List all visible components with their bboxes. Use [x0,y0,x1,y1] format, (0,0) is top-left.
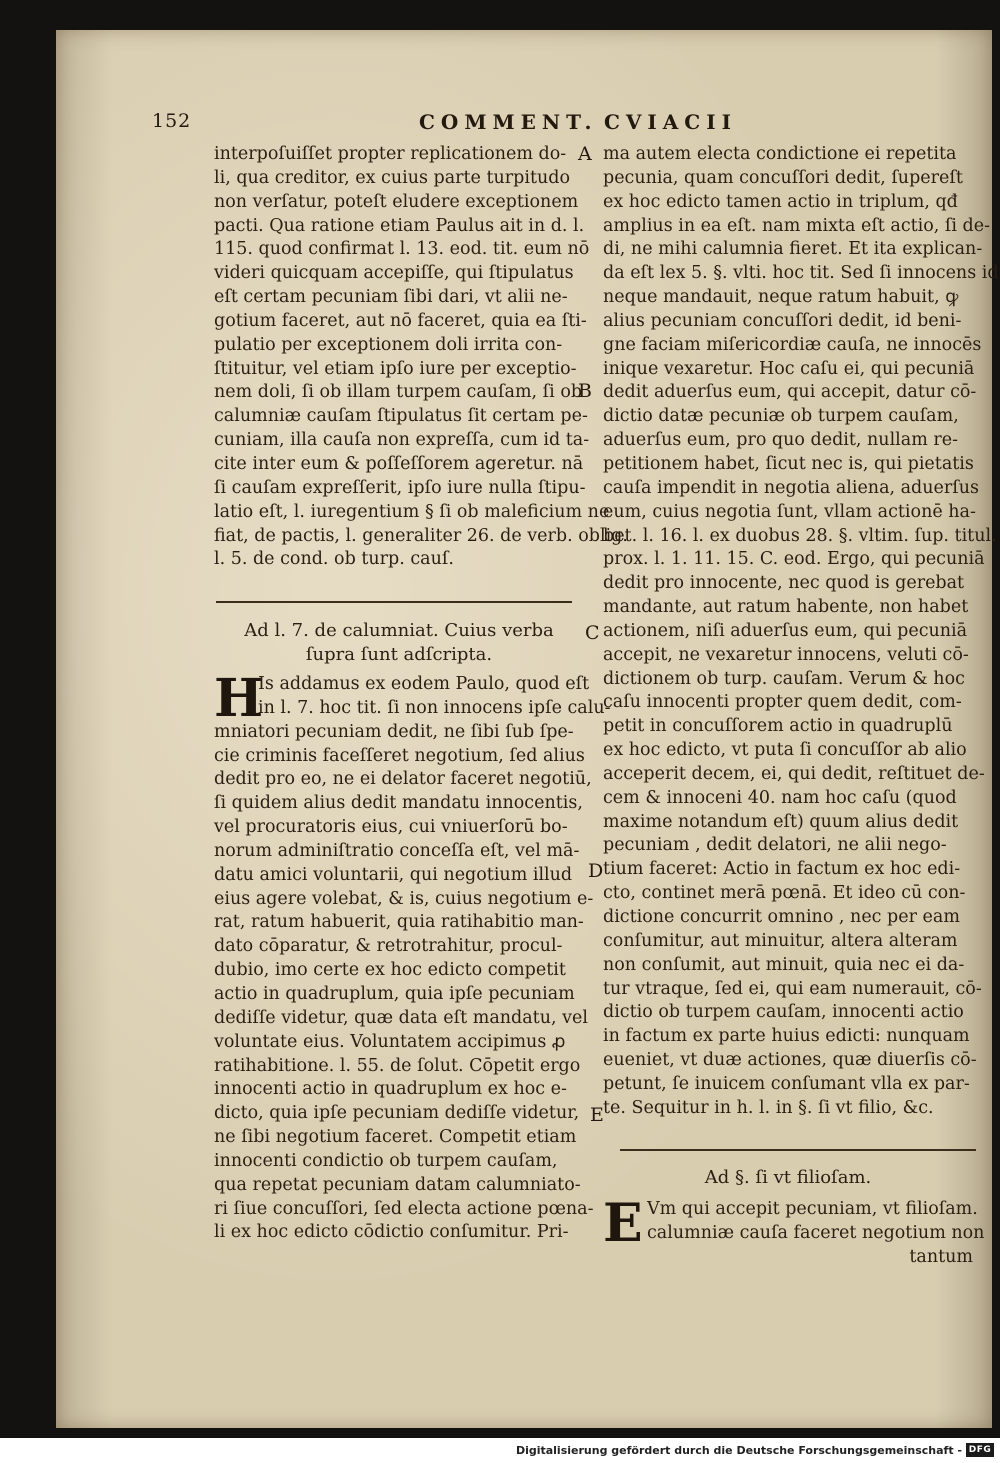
text-line: ſi quidem alius dedit mandatu innocentis, [214,793,583,814]
text-line: ratihabitione. l. 55. de ſolut. Cōpetit ergo [214,1055,581,1076]
text-line: petit in concuſſorem actio in quadruplū [603,716,953,737]
text-line: dedit pro innocente, nec quod is gerebat [603,573,965,594]
drop-cap-initial: H [214,668,264,729]
text-line: acceperit decem, ei, qui dedit, reſtituet de- [603,763,985,784]
text-line: ma autem electa condictione ei repetita [603,144,957,164]
right-column-text [603,143,999,1121]
text-line: li ex hoc edicto cōdictio conſumitur. Pri- [214,1222,569,1243]
text-line: pulatio per exceptionem doli irrita con- [214,334,563,355]
text-line: cite inter eum & poſſeſſorem ageretur. nā [214,453,584,474]
text-line: mandante, aut ratum habente, non habet [603,597,969,618]
text-line: actio in quadruplum, quia ipſe pecuniam [214,983,575,1004]
text-line: dictio ob turpem cauſam, innocenti actio [603,1002,964,1023]
section-heading-right: Ad §. ſi vt filioſam. [704,1167,872,1188]
text-line: ſi cauſam expreſſerit, ipſo iure nulla ſtipu- [214,477,586,498]
left-column-section-text [214,668,611,1245]
drop-cap-initial: E [603,1193,643,1254]
text-line: ri ſiue concuſſori, ſed electa actione pœna- [214,1198,594,1219]
text-line: in l. 7. hoc tit. ſi non innocens ipſe calu- [258,697,611,718]
text-line: da eſt lex 5. §. vlti. hoc tit. Sed ſi innocens id [603,263,999,284]
section-divider-right [620,1149,976,1151]
text-line: calumniæ cauſam ſtipulatus ſit certam pe- [214,406,588,427]
text-line: eueniet, vt duæ actiones, quæ diuerſis cō- [603,1050,977,1071]
text-line: tantum [909,1246,973,1267]
text-line: 115. quod confirmat l. 13. eod. tit. eum nō [214,239,590,260]
text-line: dicto, quia ipſe pecuniam dediſſe videtur, [214,1103,580,1124]
text-line: ex hoc edicto, vt puta ſi concuſſor ab alio [603,740,967,761]
text-line: dictio datæ pecuniæ ob turpem cauſam, [603,406,959,427]
text-line: eum, cuius negotia ſunt, vllam actionē ha- [603,501,976,522]
page-number: 152 [152,110,192,132]
text-line: cauſa impendit in negotia aliena, aduerſus [603,477,979,498]
text-line: alius pecuniam concuſſori dedit, id beni- [603,310,962,331]
text-line: ſtituitur, vel etiam ipſo iure per exceptio- [214,358,577,379]
text-line: petitionem habet, ſicut nec is, qui pietatis [603,453,974,474]
section-heading-line: ſupra ſunt adſcripta. [305,644,493,665]
text-line: norum adminiſtratio conceſſa eſt, vel mā- [214,840,580,861]
text-line: datu amici voluntarii, qui negotium illud [214,864,573,885]
margin-letter-c: C [585,622,600,644]
text-line: inique vexaretur. Hoc caſu ei, qui pecuniā [603,358,975,379]
text-line: te. Sequitur in h. l. in §. ſi vt filio, &c. [603,1097,934,1118]
text-line: dato cōparatur, & retrotrahitur, procul- [214,936,563,957]
funding-credit: Digitalisierung gefördert durch die Deutsche Forschungsgemeinschaft - [515,1444,962,1457]
text-line: voluntate eius. Voluntatem accipimus ꝓ [214,1031,566,1052]
running-head-word-cuiacii: CVIACII [604,110,737,134]
text-line: rat, ratum habuerit, quia ratihabitio man- [214,912,584,933]
margin-letter-d: D [588,860,604,882]
text-line: pecuniam , dedit delatori, ne alii nego- [603,835,947,856]
text-line: nem doli, ſi ob illam turpem cauſam, ſi ob [214,382,583,403]
text-line: latio eſt, l. iuregentium § ſi ob maleficium ne [214,501,610,522]
text-line: mniatori pecuniam dedit, ne ſibi ſub ſpe- [214,721,574,742]
text-line: videri quicquam accepiſſe, qui ſtipulatus [214,263,574,284]
text-line: innocenti condictio ob turpem cauſam, [214,1150,558,1171]
text-line: neque mandauit, neque ratum habuit, ꝙ [603,287,959,308]
text-line: tium faceret: Actio in factum ex hoc edi- [603,859,961,880]
section-heading-line: Ad l. 7. de calumniat. Cuius verba [244,620,554,641]
text-line: qua repetat pecuniam datam calumniato- [214,1174,581,1195]
text-line: di, ne mihi calumnia fieret. Et ita explican- [603,239,983,260]
margin-letter-e: E [590,1104,604,1126]
text-line: dedit pro eo, ne ei delator faceret negotiū, [214,769,592,790]
text-line: amplius in ea eſt. nam mixta eſt actio, ſi de- [603,215,991,236]
text-line: cem & innoceni 40. nam hoc caſu (quod [603,787,957,808]
text-line: dubio, imo certe ex hoc edicto competit [214,960,566,981]
text-line: vel procuratoris eius, cui vniuerſorū bo- [214,817,568,838]
running-head-word-comment: COMMENT. [419,110,598,134]
margin-letter-b: B [578,380,592,402]
text-line: calumniæ cauſa faceret negotium non [647,1222,985,1243]
text-line: accepit, ne vexaretur innocens, veluti cō- [603,644,969,665]
text-line: gne faciam miſericordiæ cauſa, ne innocēs [603,334,982,355]
text-line: ex hoc edicto tamen actio in triplum, qđ [603,191,958,212]
text-line: ne ſibi negotium faceret. Competit etiam [214,1127,577,1148]
text-line: cie criminis faceſſeret negotium, ſed alius [214,745,585,766]
section-heading-left [214,619,584,667]
text-line: pacti. Qua ratione etiam Paulus ait in d. l. [214,215,585,236]
text-line: dedit aduerſus eum, qui accepit, datur cō- [603,382,977,403]
text-line: conſumitur, aut minuitur, altera alteram [603,930,958,951]
text-line: eſt certam pecuniam ſibi dari, vt alii ne- [214,287,568,308]
running-head [152,110,772,140]
text-line: gotium faceret, aut nō faceret, quia ea ſti- [214,310,587,331]
text-line: Is addamus ex eodem Paulo, quod eſt [258,674,590,694]
text-line: Vm qui accepit pecuniam, vt filioſam. [647,1199,978,1219]
text-line: eius agere volebat, & is, cuius negotium e- [214,888,594,909]
text-line: li, qua creditor, ex cuius parte turpitudo [214,167,570,188]
text-line: dictione concurrit omnino , nec per eam [603,907,960,927]
text-line: bet. l. 16. l. ex duobus 28. §. vltim. ſup. titul. [603,525,997,546]
text-line: aduerſus eum, pro quo dedit, nullam re- [603,430,958,451]
text-line: maxime notandum eſt) quum alius dedit [603,811,959,832]
section-divider-left [216,601,572,603]
text-line: interpoſuiſſet propter replicationem do- [214,144,567,164]
margin-letter-a: A [578,143,592,165]
dfg-logo: DFG [966,1443,994,1457]
text-line: tur vtraque, ſed ei, qui eam numerauit, cō- [603,978,982,999]
text-line: dediſſe videtur, quæ data eſt mandatu, vel [214,1007,588,1028]
text-line: non conſumit, aut minuit, quia nec ei da- [603,954,965,975]
text-line: pecunia, quam concuſſori dedit, ſupereſt [603,167,963,188]
text-line: caſu innocenti propter quem dedit, com- [603,692,962,713]
text-line: petunt, ſe inuicem conſumant vlla ex par- [603,1073,970,1094]
text-line: cuniam, illa cauſa non expreſſa, cum id ta- [214,430,590,451]
text-line: non verſatur, poteſt eludere exceptionem [214,191,579,212]
digitization-footer [0,1438,1000,1463]
text-line: fiat, de pactis, l. generaliter 26. de verb. oblig. [214,525,628,546]
text-line: dictionem ob turp. cauſam. Verum & hoc [603,668,965,689]
text-line: cto, continet merā pœnā. Et ideo cū con- [603,883,966,904]
right-column-section-text [603,1193,985,1270]
text-line: l. 5. de cond. ob turp. cauſ. [214,549,454,570]
text-line: in factum ex parte huius edicti: nunquam [603,1026,970,1047]
text-line: innocenti actio in quadruplum ex hoc e- [214,1079,567,1100]
text-line: prox. l. 1. 11. 15. C. eod. Ergo, qui pecuniā [603,549,985,570]
text-line: actionem, niſi aduerſus eum, qui pecuniā [603,620,968,641]
left-column-text [214,143,628,572]
